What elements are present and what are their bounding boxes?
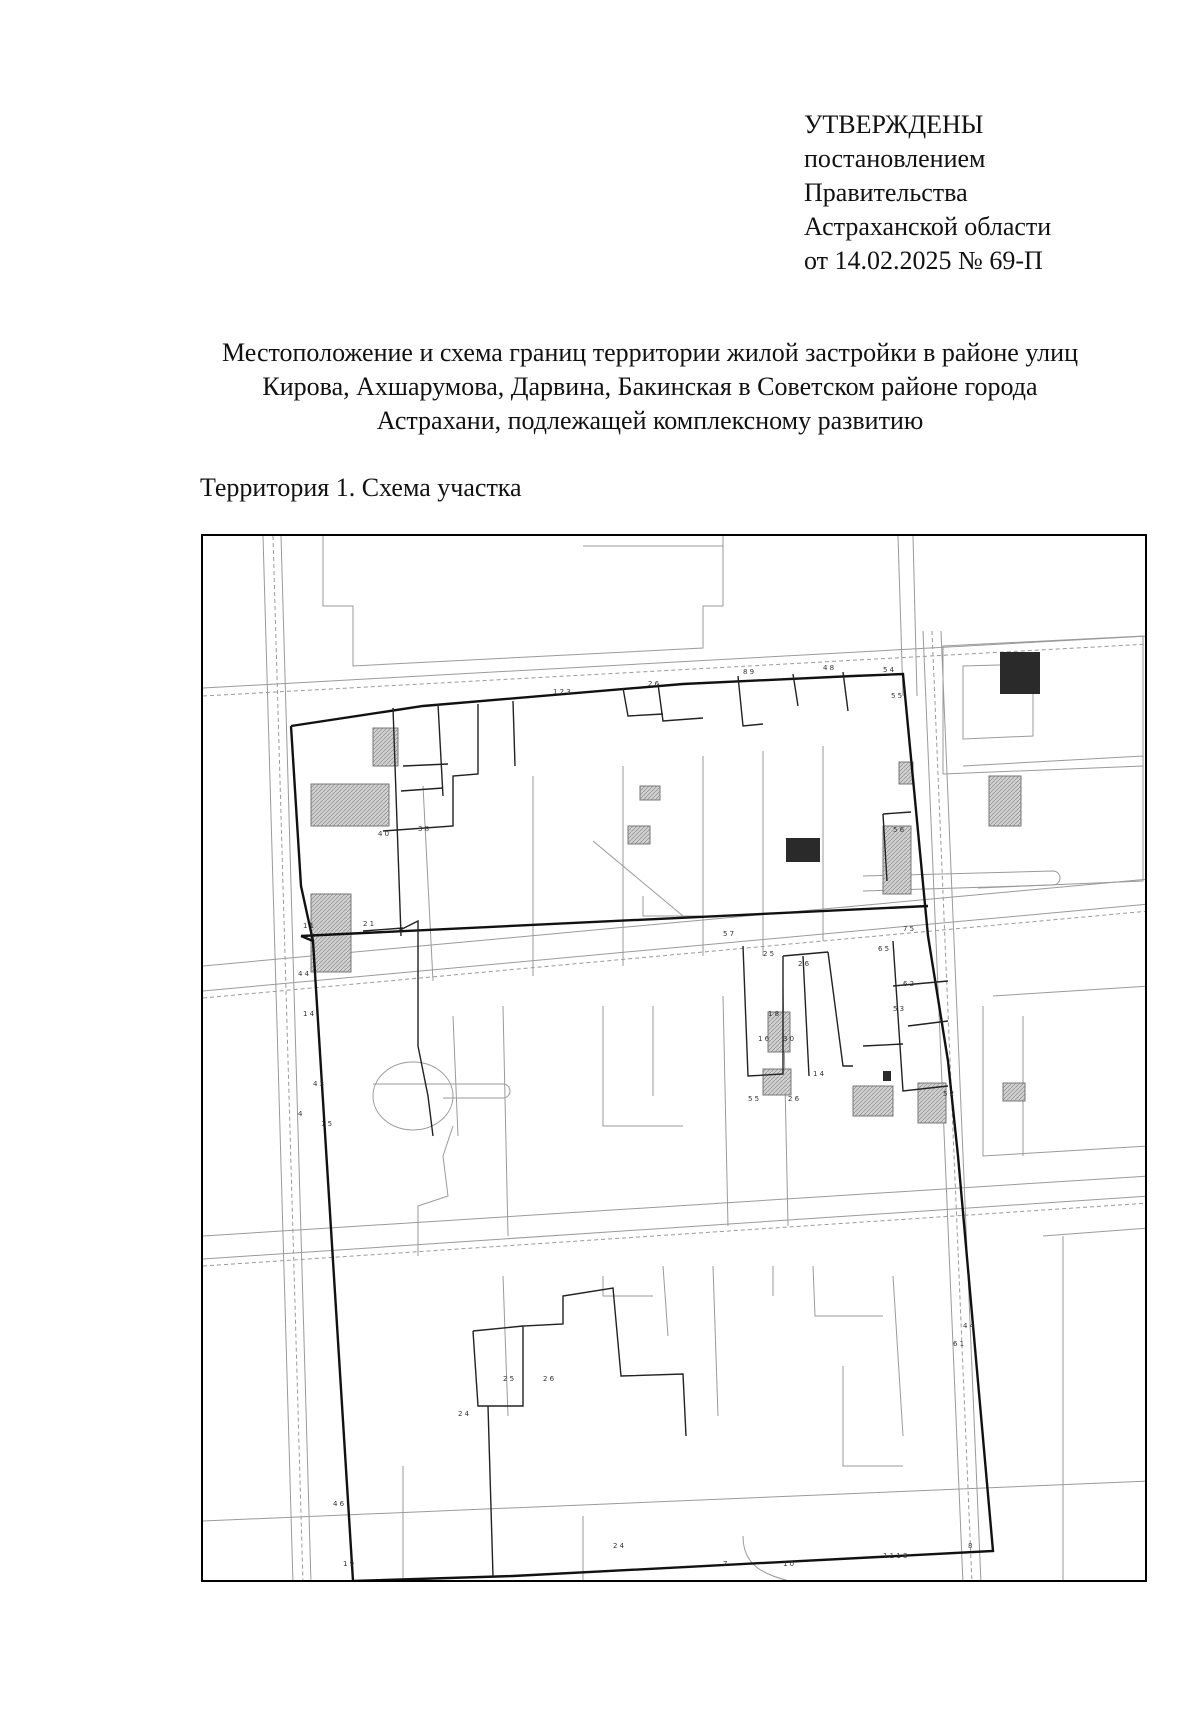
approval-block — [804, 108, 1051, 278]
svg-text:4 6: 4 6 — [333, 1500, 345, 1508]
svg-text:4 8: 4 8 — [823, 664, 835, 672]
svg-text:7 5: 7 5 — [903, 925, 915, 933]
svg-text:3 8: 3 8 — [418, 825, 430, 833]
svg-text:2 6: 2 6 — [788, 1095, 800, 1103]
title-line-2: Кирова, Ахшарумова, Дарвина, Бакинская в Советском районе города — [262, 372, 1038, 401]
svg-text:5 5: 5 5 — [891, 692, 903, 700]
document-title — [150, 336, 1150, 438]
approval-line-region: Астраханской области — [804, 212, 1052, 241]
approval-line-date-number: от 14.02.2025 № 69-П — [804, 246, 1043, 275]
svg-text:5 3: 5 3 — [893, 1005, 905, 1013]
svg-text:6 1: 6 1 — [953, 1340, 965, 1348]
svg-text:1 4: 1 4 — [303, 1010, 315, 1018]
svg-text:2 5: 2 5 — [503, 1375, 515, 1383]
site-plan-map — [201, 534, 1147, 1582]
approval-heading: УТВЕРЖДЕНЫ — [804, 110, 984, 139]
svg-text:1 6: 1 6 — [758, 1035, 770, 1043]
parcel-lines — [363, 672, 948, 1576]
svg-text:3 0: 3 0 — [783, 1035, 795, 1043]
svg-text:5 4: 5 4 — [883, 666, 895, 674]
svg-text:5 2: 5 2 — [943, 1090, 955, 1098]
svg-text:2 6: 2 6 — [798, 960, 810, 968]
svg-text:2 4: 2 4 — [613, 1542, 625, 1550]
svg-text:4 4: 4 4 — [298, 970, 310, 978]
svg-text:4 0: 4 0 — [378, 830, 390, 838]
svg-text:5 7: 5 7 — [723, 930, 735, 938]
svg-text:5 6: 5 6 — [893, 826, 905, 834]
svg-text:1 5: 1 5 — [321, 1120, 333, 1128]
svg-text:1 0: 1 0 — [783, 1560, 795, 1568]
svg-text:1 1 1 3: 1 1 1 3 — [883, 1552, 908, 1560]
svg-text:1 9: 1 9 — [343, 1560, 355, 1568]
svg-text:2 6: 2 6 — [543, 1375, 555, 1383]
approval-line-resolution: постановлением — [804, 144, 986, 173]
approval-line-government: Правительства — [804, 178, 968, 207]
site-plan-drawing — [203, 536, 1147, 1582]
svg-text:1 2 3: 1 2 3 — [553, 688, 571, 696]
svg-text:8: 8 — [968, 1542, 973, 1550]
svg-text:1 8: 1 8 — [768, 1010, 780, 1018]
svg-text:1 4: 1 4 — [813, 1070, 825, 1078]
svg-text:8 9: 8 9 — [743, 668, 755, 676]
svg-text:7: 7 — [723, 1560, 728, 1568]
title-line-3: Астрахани, подлежащей комплексному развитию — [376, 406, 924, 435]
dark-buildings — [786, 652, 1040, 1081]
svg-text:4 3: 4 3 — [313, 1080, 325, 1088]
svg-text:5 5: 5 5 — [748, 1095, 760, 1103]
svg-text:1 1: 1 1 — [303, 922, 315, 930]
svg-text:2 4: 2 4 — [458, 1410, 470, 1418]
svg-text:2 5: 2 5 — [763, 950, 775, 958]
section-subtitle: Территория 1. Схема участка — [200, 473, 522, 502]
svg-text:2 1: 2 1 — [363, 920, 375, 928]
title-line-1: Местоположение и схема границ территории жилой застройки в районе улиц — [222, 338, 1078, 367]
svg-text:4 4: 4 4 — [963, 1322, 975, 1330]
svg-text:2 6: 2 6 — [648, 680, 660, 688]
svg-text:4: 4 — [298, 1110, 303, 1118]
svg-text:6 2: 6 2 — [903, 980, 915, 988]
svg-text:6 5: 6 5 — [878, 945, 890, 953]
